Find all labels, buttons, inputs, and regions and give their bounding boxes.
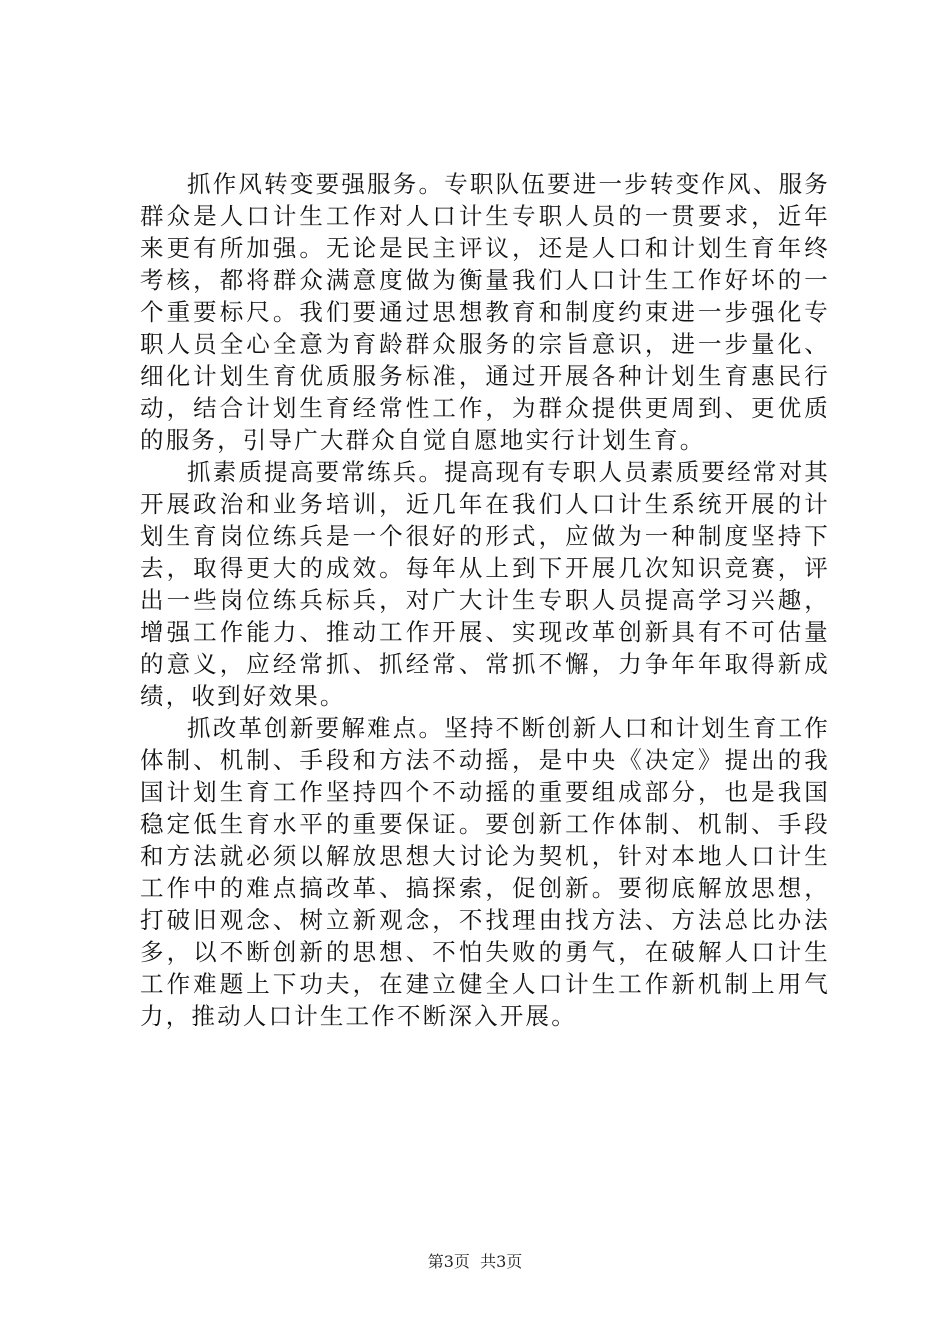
footer-spacer bbox=[470, 1252, 480, 1271]
paragraph-quality-training: 抓素质提高要常练兵。提高现有专职人员素质要经常对其开展政治和业务培训，近几年在我们人口计生系统开展的计划生育岗位练兵是一个很好的形式，应做为一种制度坚持下去，取得更大的成效。每年从上到下开展几次知识竞赛，评出一些岗位练兵标兵，对广大计生专职人员提高学习兴趣，增强工作能力、推动工作开展、实现改革创新具有不可估量的意义，应经常抓、抓经常、常抓不懈，力争年年取得新成绩，收到好效果。 bbox=[140, 458, 830, 710]
paragraph-reform-innovation: 抓改革创新要解难点。坚持不断创新人口和计划生育工作体制、机制、手段和方法不动摇，是中央《决定》提出的我国计划生育工作坚持四个不动摇的重要组成部分，也是我国稳定低生育水平的重要保证。要创新工作体制、机制、手段和方法就必须以解放思想大讨论为契机，针对本地人口计生工作中的难点搞改革、搞探索，促创新。要彻底解放思想，打破旧观念、树立新观念，不找理由找方法、方法总比办法多，以不断创新的思想、不怕失败的勇气，在破解人口计生工作难题上下功夫，在建立健全人口计生工作新机制上用气力，推动人口计生工作不断深入开展。 bbox=[140, 714, 830, 1030]
document-body bbox=[140, 168, 830, 1032]
page-footer bbox=[0, 1252, 950, 1272]
page-total: 共3页 bbox=[480, 1252, 523, 1271]
page-number: 第3页 bbox=[427, 1252, 470, 1271]
paragraph-work-style: 抓作风转变要强服务。专职队伍要进一步转变作风、服务群众是人口计生工作对人口计生专职人员的一贯要求，近年来更有所加强。无论是民主评议，还是人口和计划生育年终考核，都将群众满意度做为衡量我们人口计生工作好坏的一个重要标尺。我们要通过思想教育和制度约束进一步强化专职人员全心全意为育龄群众服务的宗旨意识，进一步量化、细化计划生育优质服务标准，通过开展各种计划生育惠民行动，结合计划生育经常性工作，为群众提供更周到、更优质的服务，引导广大群众自觉自愿地实行计划生育。 bbox=[140, 170, 830, 454]
